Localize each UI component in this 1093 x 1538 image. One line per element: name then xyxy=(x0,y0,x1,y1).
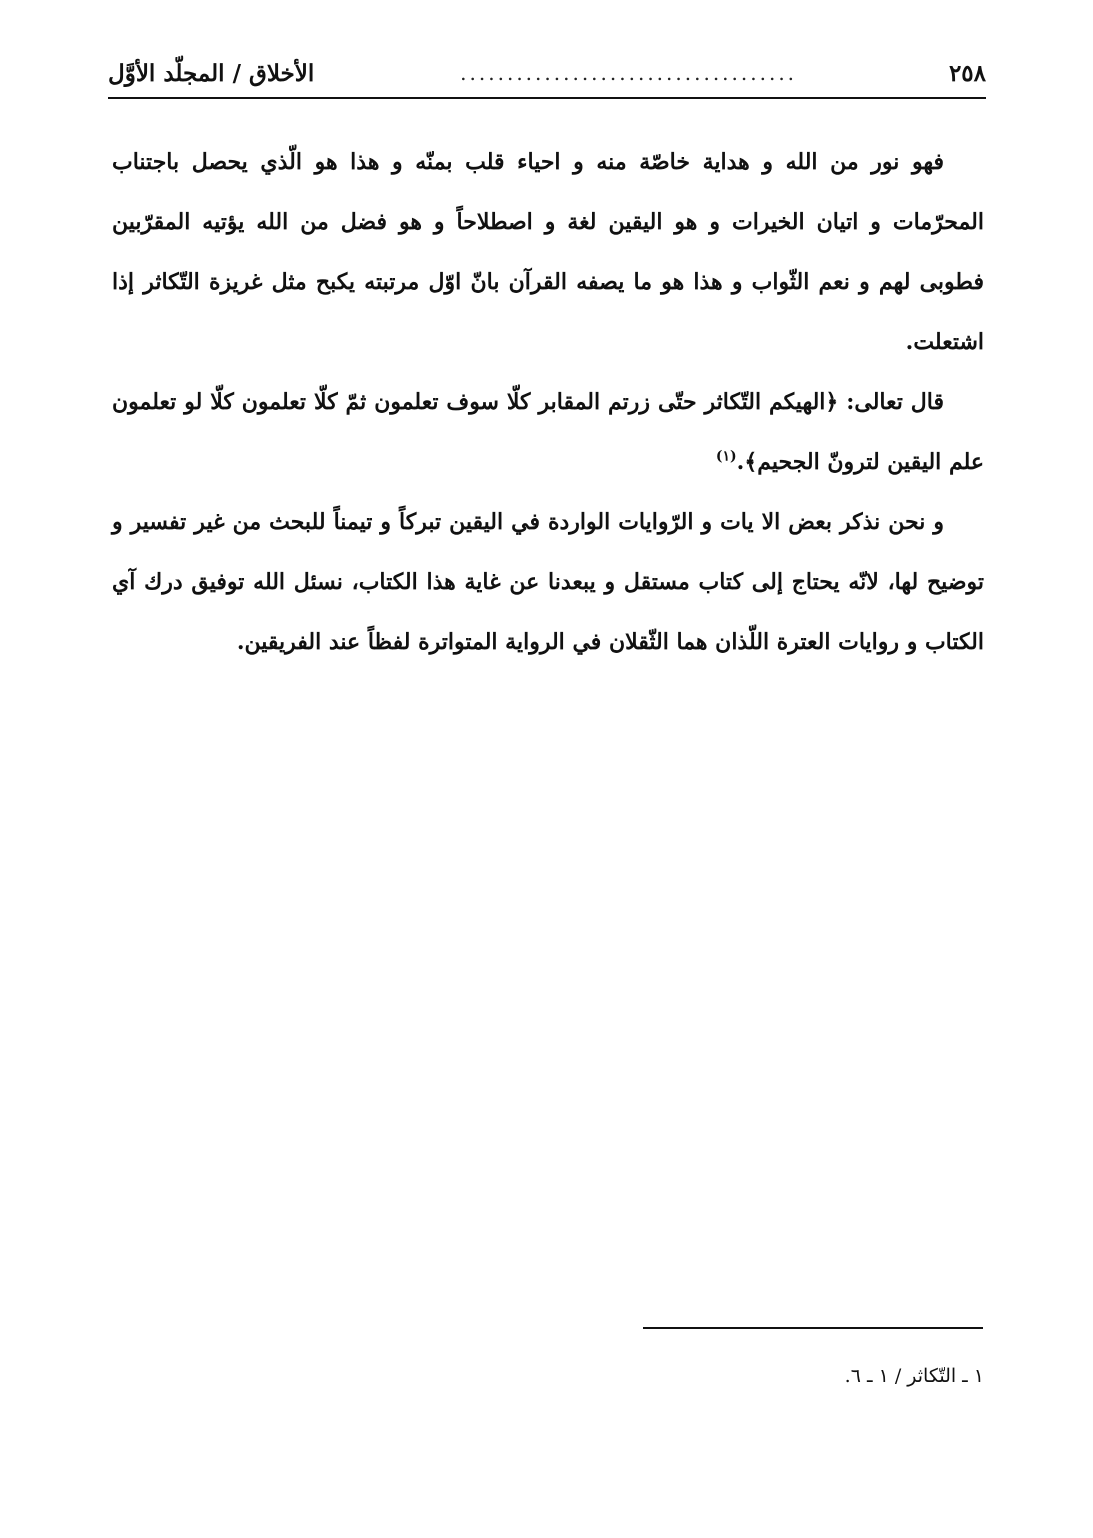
footnote-1: ١ ـ التّكاثر / ١ ـ ٦. xyxy=(844,1365,984,1387)
footnote-rule xyxy=(643,1327,983,1329)
footnote-reference[interactable]: (١) xyxy=(715,448,737,465)
header-rule xyxy=(108,97,986,99)
body-text xyxy=(112,132,984,672)
paragraph-1: فهو نور من الله و هداية خاصّة منه و احياء قلب بمنّه و هذا هو الّذي يحصل باجتناب المحرّمات و اتيان الخيرات و هو اليقين لغة و اصطلاحاً و هو فضل من الله يؤتيه المقرّبين فطوبى لهم و نعم الثّواب و هذا هو ما يصفه القرآن بانّ اوّل مرتبته يكبح مثل غريزة التّكاثر إذا اشتعلت. xyxy=(112,149,984,355)
quote-intro: قال تعالى: xyxy=(846,389,944,415)
paragraph-3: و نحن نذكر بعض الا يات و الرّوايات الواردة في اليقين تبركاً و تيمناً للبحث من غير تفسير و توضيح لها، لانّه يحتاج إلى كتاب مستقل و يبعدنا عن غاية هذا الكتاب، نسئل الله توفيق درك آي الكتاب و روايات العترة اللّذان هما الثّقلان في الرواية المتواترة لفظاً عند الفريقين. xyxy=(112,509,984,655)
running-title: الأخلاق / المجلّد الأوَّل xyxy=(108,59,315,87)
paragraph-2 xyxy=(112,372,984,492)
page-header xyxy=(108,52,986,94)
open-ornate-bracket: ﴿ xyxy=(825,389,839,415)
quran-verse: الهيكم التّكاثر حتّى زرتم المقابر كلّا سوف تعلمون ثمّ كلّا تعلمون كلّا لو تعلمون علم اليقين لترونّ الجحيم xyxy=(112,389,984,475)
footnotes xyxy=(600,1360,984,1392)
leader-dots: .................................... xyxy=(460,61,798,85)
close-ornate-bracket: ﴾. xyxy=(736,449,758,475)
page-number: ٢٥٨ xyxy=(948,59,986,87)
